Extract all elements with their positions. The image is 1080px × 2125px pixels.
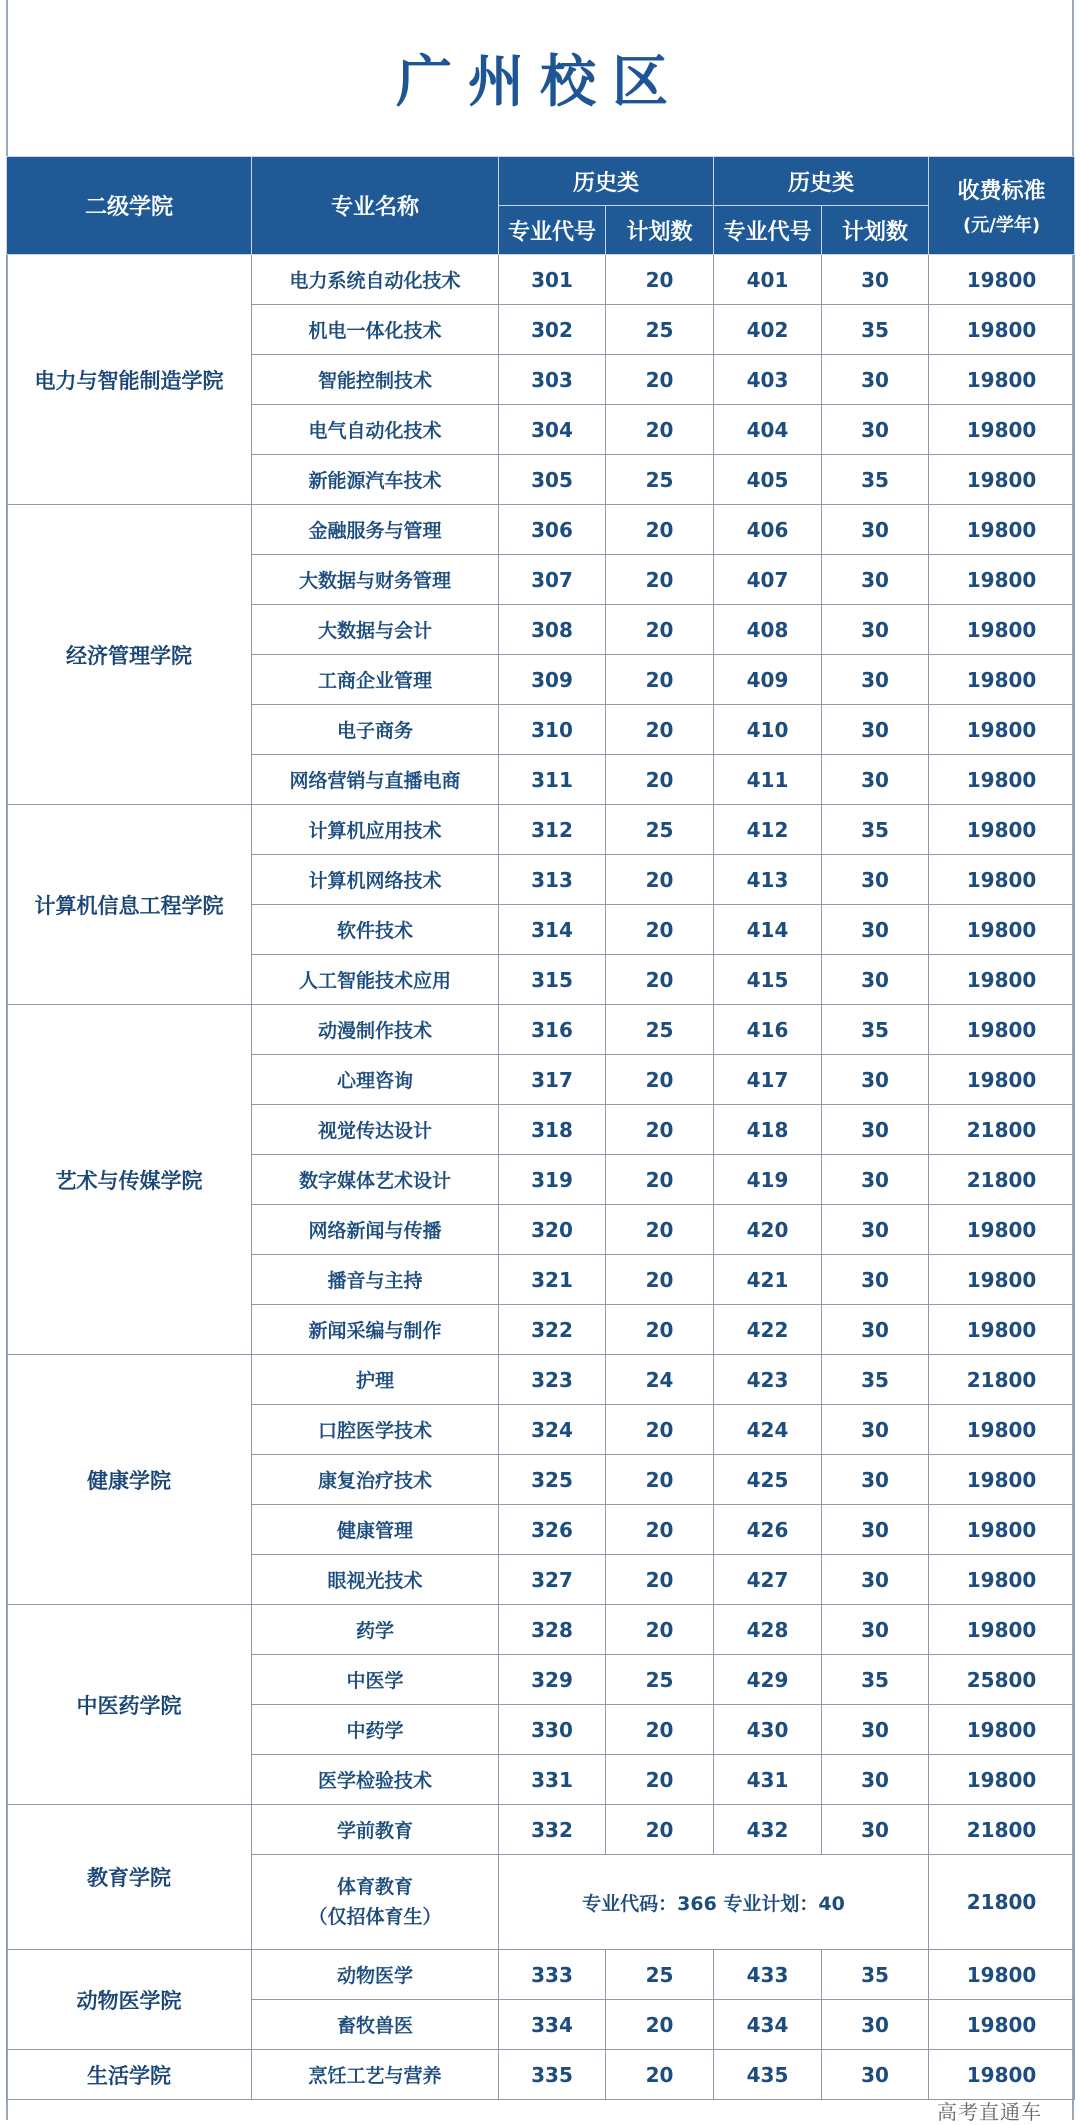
major-code-cell: 424 (714, 1405, 822, 1455)
plan-count-cell: 20 (606, 1605, 714, 1655)
major-code-cell: 310 (499, 705, 606, 755)
fee-cell: 19800 (929, 605, 1075, 655)
major-name-cell: 动漫制作技术 (252, 1005, 499, 1055)
fee-cell: 19800 (929, 1455, 1075, 1505)
table-row (7, 1355, 1075, 1405)
plan-count-cell: 35 (822, 805, 929, 855)
major-code-cell: 309 (499, 655, 606, 705)
fee-cell: 19800 (929, 905, 1075, 955)
major-name-cell: 畜牧兽医 (252, 2000, 499, 2050)
plan-count-cell: 30 (822, 1205, 929, 1255)
major-code-cell: 426 (714, 1505, 822, 1555)
major-name-cell: 新闻采编与制作 (252, 1305, 499, 1355)
major-name-cell: 眼视光技术 (252, 1555, 499, 1605)
plan-count-cell: 20 (606, 505, 714, 555)
major-code-cell: 412 (714, 805, 822, 855)
watermark: 高考直通车 (937, 2100, 1042, 2124)
major-code-cell: 416 (714, 1005, 822, 1055)
major-code-cell: 302 (499, 305, 606, 355)
major-name-cell: 动物医学 (252, 1950, 499, 2000)
major-code-cell: 322 (499, 1305, 606, 1355)
major-code-cell: 335 (499, 2050, 606, 2100)
college-name-cell: 经济管理学院 (7, 505, 252, 805)
header-plan-2: 计划数 (822, 206, 929, 255)
plan-count-cell: 20 (606, 355, 714, 405)
major-name-cell: 计算机应用技术 (252, 805, 499, 855)
fee-cell: 21800 (929, 1155, 1075, 1205)
major-code-cell: 413 (714, 855, 822, 905)
fee-cell: 19800 (929, 1255, 1075, 1305)
major-name-cell: 视觉传达设计 (252, 1105, 499, 1155)
plan-count-cell: 25 (606, 1655, 714, 1705)
fee-cell: 19800 (929, 355, 1075, 405)
college-name-cell: 中医药学院 (7, 1605, 252, 1805)
major-name-cell: 工商企业管理 (252, 655, 499, 705)
major-name-cell: 智能控制技术 (252, 355, 499, 405)
major-code-cell: 323 (499, 1355, 606, 1405)
merged-plan-cell: 专业代码：366 专业计划：40 (499, 1855, 929, 1950)
plan-count-cell: 30 (822, 1305, 929, 1355)
plan-count-cell: 20 (606, 755, 714, 805)
major-code-cell: 429 (714, 1655, 822, 1705)
major-code-cell: 430 (714, 1705, 822, 1755)
header-plan-1: 计划数 (606, 206, 714, 255)
major-code-cell: 334 (499, 2000, 606, 2050)
fee-cell: 19800 (929, 1205, 1075, 1255)
major-code-cell: 325 (499, 1455, 606, 1505)
major-name-cell: 网络新闻与传播 (252, 1205, 499, 1255)
plan-count-cell: 30 (822, 1255, 929, 1305)
major-code-cell: 311 (499, 755, 606, 805)
header-group-2: 历史类 (714, 157, 929, 206)
fee-cell: 19800 (929, 255, 1075, 305)
plan-count-cell: 30 (822, 1455, 929, 1505)
major-name-cell: 中药学 (252, 1705, 499, 1755)
plan-count-cell: 20 (606, 1405, 714, 1455)
fee-cell: 21800 (929, 1355, 1075, 1405)
plan-count-cell: 24 (606, 1355, 714, 1405)
table-row (7, 805, 1075, 855)
header-major: 专业名称 (252, 157, 499, 255)
plan-count-cell: 30 (822, 905, 929, 955)
fee-cell: 19800 (929, 405, 1075, 455)
major-code-cell: 328 (499, 1605, 606, 1655)
fee-cell: 19800 (929, 555, 1075, 605)
fee-cell: 19800 (929, 1950, 1075, 2000)
major-name-cell: 人工智能技术应用 (252, 955, 499, 1005)
plan-count-cell: 20 (606, 955, 714, 1005)
plan-count-cell: 20 (606, 655, 714, 705)
table-body (7, 255, 1075, 2100)
major-code-cell: 417 (714, 1055, 822, 1105)
plan-count-cell: 20 (606, 1755, 714, 1805)
fee-cell: 25800 (929, 1655, 1075, 1705)
fee-cell: 19800 (929, 955, 1075, 1005)
college-name-cell: 动物医学院 (7, 1950, 252, 2050)
header-code-2: 专业代号 (714, 206, 822, 255)
major-name-cell: 口腔医学技术 (252, 1405, 499, 1455)
fee-cell: 19800 (929, 455, 1075, 505)
fee-cell: 19800 (929, 855, 1075, 905)
college-name-cell: 电力与智能制造学院 (7, 255, 252, 505)
major-code-cell: 435 (714, 2050, 822, 2100)
plan-count-cell: 30 (822, 355, 929, 405)
major-code-cell: 414 (714, 905, 822, 955)
college-name-cell: 健康学院 (7, 1355, 252, 1605)
major-code-cell: 410 (714, 705, 822, 755)
major-code-cell: 434 (714, 2000, 822, 2050)
table-row (7, 1950, 1075, 2000)
fee-cell: 19800 (929, 1055, 1075, 1105)
major-name-cell: 药学 (252, 1605, 499, 1655)
major-code-cell: 307 (499, 555, 606, 605)
header-code-1: 专业代号 (499, 206, 606, 255)
major-name-cell: 护理 (252, 1355, 499, 1405)
major-name-cell: 电子商务 (252, 705, 499, 755)
fee-cell: 19800 (929, 1555, 1075, 1605)
fee-cell: 19800 (929, 2050, 1075, 2100)
table-row (7, 255, 1075, 305)
plan-count-cell: 30 (822, 1155, 929, 1205)
fee-cell: 19800 (929, 1605, 1075, 1655)
plan-count-cell: 35 (822, 1655, 929, 1705)
fee-cell: 19800 (929, 755, 1075, 805)
major-name-cell: 体育教育 （仅招体育生） (252, 1855, 499, 1950)
plan-count-cell: 25 (606, 305, 714, 355)
plan-count-cell: 35 (822, 1005, 929, 1055)
plan-count-cell: 20 (606, 2000, 714, 2050)
major-code-cell: 428 (714, 1605, 822, 1655)
table-row (7, 505, 1075, 555)
major-code-cell: 404 (714, 405, 822, 455)
major-code-cell: 423 (714, 1355, 822, 1405)
plan-count-cell: 20 (606, 1505, 714, 1555)
major-name-cell: 大数据与会计 (252, 605, 499, 655)
plan-count-cell: 35 (822, 305, 929, 355)
plan-count-cell: 20 (606, 405, 714, 455)
plan-count-cell: 20 (606, 705, 714, 755)
plan-count-cell: 30 (822, 1805, 929, 1855)
plan-count-cell: 25 (606, 1950, 714, 2000)
page-title: 广州校区 (396, 50, 684, 115)
header-college: 二级学院 (7, 157, 252, 255)
major-code-cell: 431 (714, 1755, 822, 1805)
plan-count-cell: 20 (606, 1055, 714, 1105)
plan-count-cell: 20 (606, 1205, 714, 1255)
major-name-cell: 电力系统自动化技术 (252, 255, 499, 305)
plan-count-cell: 20 (606, 1105, 714, 1155)
major-code-cell: 330 (499, 1705, 606, 1755)
plan-count-cell: 20 (606, 1255, 714, 1305)
plan-count-cell: 20 (606, 1155, 714, 1205)
plan-count-cell: 30 (822, 655, 929, 705)
college-name-cell: 教育学院 (7, 1805, 252, 1950)
plan-count-cell: 20 (606, 1705, 714, 1755)
major-code-cell: 408 (714, 605, 822, 655)
major-name-cell: 大数据与财务管理 (252, 555, 499, 605)
plan-count-cell: 25 (606, 805, 714, 855)
major-code-cell: 316 (499, 1005, 606, 1055)
major-code-cell: 306 (499, 505, 606, 555)
plan-count-cell: 30 (822, 1055, 929, 1105)
major-name-cell: 健康管理 (252, 1505, 499, 1555)
major-code-cell: 333 (499, 1950, 606, 2000)
major-code-cell: 332 (499, 1805, 606, 1855)
major-code-cell: 427 (714, 1555, 822, 1605)
plan-count-cell: 30 (822, 1555, 929, 1605)
header-fee-line2: (元/学年) (963, 215, 1041, 236)
major-code-cell: 403 (714, 355, 822, 405)
plan-count-cell: 20 (606, 905, 714, 955)
plan-count-cell: 30 (822, 1605, 929, 1655)
major-name-cell: 播音与主持 (252, 1255, 499, 1305)
plan-count-cell: 35 (822, 1950, 929, 2000)
plan-count-cell: 20 (606, 1305, 714, 1355)
major-code-cell: 401 (714, 255, 822, 305)
plan-count-cell: 25 (606, 455, 714, 505)
major-code-cell: 406 (714, 505, 822, 555)
plan-count-cell: 30 (822, 555, 929, 605)
plan-count-cell: 30 (822, 505, 929, 555)
major-name-cell: 医学检验技术 (252, 1755, 499, 1805)
fee-cell: 19800 (929, 2000, 1075, 2050)
major-name-cell: 网络营销与直播电商 (252, 755, 499, 805)
fee-cell: 21800 (929, 1805, 1075, 1855)
plan-count-cell: 30 (822, 705, 929, 755)
major-code-cell: 320 (499, 1205, 606, 1255)
plan-count-cell: 30 (822, 1705, 929, 1755)
fee-cell: 19800 (929, 805, 1075, 855)
plan-count-cell: 30 (822, 2000, 929, 2050)
major-code-cell: 313 (499, 855, 606, 905)
plan-count-cell: 30 (822, 255, 929, 305)
major-name-cell: 金融服务与管理 (252, 505, 499, 555)
plan-count-cell: 30 (822, 1505, 929, 1555)
plan-count-cell: 20 (606, 1805, 714, 1855)
major-code-cell: 421 (714, 1255, 822, 1305)
major-name-cell: 计算机网络技术 (252, 855, 499, 905)
plan-count-cell: 30 (822, 855, 929, 905)
major-name-cell: 学前教育 (252, 1805, 499, 1855)
plan-count-cell: 30 (822, 1105, 929, 1155)
table-row (7, 1805, 1075, 1855)
major-code-cell: 411 (714, 755, 822, 805)
major-code-cell: 422 (714, 1305, 822, 1355)
fee-cell: 19800 (929, 1405, 1075, 1455)
major-code-cell: 425 (714, 1455, 822, 1505)
fee-cell: 19800 (929, 655, 1075, 705)
plan-count-cell: 30 (822, 2050, 929, 2100)
fee-cell: 19800 (929, 1705, 1075, 1755)
major-name-cell: 中医学 (252, 1655, 499, 1705)
plan-count-cell: 25 (606, 1005, 714, 1055)
fee-cell: 19800 (929, 1005, 1075, 1055)
table-row (7, 1605, 1075, 1655)
header-group-1: 历史类 (499, 157, 714, 206)
major-code-cell: 326 (499, 1505, 606, 1555)
major-name-cell: 软件技术 (252, 905, 499, 955)
major-code-cell: 405 (714, 455, 822, 505)
fee-cell: 19800 (929, 1305, 1075, 1355)
major-name-cell: 康复治疗技术 (252, 1455, 499, 1505)
college-name-cell: 计算机信息工程学院 (7, 805, 252, 1005)
fee-cell: 21800 (929, 1855, 1075, 1950)
major-code-cell: 304 (499, 405, 606, 455)
major-code-cell: 409 (714, 655, 822, 705)
major-code-cell: 315 (499, 955, 606, 1005)
major-name-cell: 烹饪工艺与营养 (252, 2050, 499, 2100)
major-code-cell: 312 (499, 805, 606, 855)
plan-count-cell: 20 (606, 555, 714, 605)
major-code-cell: 420 (714, 1205, 822, 1255)
enrollment-plan-table (6, 156, 1075, 2100)
major-code-cell: 308 (499, 605, 606, 655)
college-name-cell: 生活学院 (7, 2050, 252, 2100)
major-code-cell: 321 (499, 1255, 606, 1305)
plan-count-cell: 30 (822, 405, 929, 455)
major-code-cell: 418 (714, 1105, 822, 1155)
major-code-cell: 327 (499, 1555, 606, 1605)
college-name-cell: 艺术与传媒学院 (7, 1005, 252, 1355)
major-code-cell: 301 (499, 255, 606, 305)
plan-count-cell: 20 (606, 605, 714, 655)
plan-count-cell: 30 (822, 955, 929, 1005)
fee-cell: 19800 (929, 1505, 1075, 1555)
plan-count-cell: 20 (606, 1455, 714, 1505)
fee-cell: 19800 (929, 705, 1075, 755)
major-code-cell: 314 (499, 905, 606, 955)
plan-count-cell: 30 (822, 1405, 929, 1455)
major-code-cell: 303 (499, 355, 606, 405)
major-name-cell: 电气自动化技术 (252, 405, 499, 455)
fee-cell: 21800 (929, 1105, 1075, 1155)
major-code-cell: 318 (499, 1105, 606, 1155)
header-fee-line1: 收费标准 (957, 179, 1046, 204)
table-row (7, 1005, 1075, 1055)
major-code-cell: 329 (499, 1655, 606, 1705)
major-name-cell: 新能源汽车技术 (252, 455, 499, 505)
major-name-cell: 机电一体化技术 (252, 305, 499, 355)
plan-count-cell: 20 (606, 855, 714, 905)
plan-count-cell: 35 (822, 455, 929, 505)
table-row (7, 2050, 1075, 2100)
major-code-cell: 331 (499, 1755, 606, 1805)
plan-count-cell: 35 (822, 1355, 929, 1405)
major-code-cell: 419 (714, 1155, 822, 1205)
major-code-cell: 407 (714, 555, 822, 605)
plan-count-cell: 20 (606, 1555, 714, 1605)
plan-count-cell: 20 (606, 2050, 714, 2100)
major-code-cell: 415 (714, 955, 822, 1005)
major-code-cell: 433 (714, 1950, 822, 2000)
plan-count-cell: 30 (822, 605, 929, 655)
major-code-cell: 319 (499, 1155, 606, 1205)
major-code-cell: 305 (499, 455, 606, 505)
plan-count-cell: 30 (822, 1755, 929, 1805)
major-name-cell: 数字媒体艺术设计 (252, 1155, 499, 1205)
fee-cell: 19800 (929, 505, 1075, 555)
plan-count-cell: 30 (822, 755, 929, 805)
major-code-cell: 317 (499, 1055, 606, 1105)
fee-cell: 19800 (929, 1755, 1075, 1805)
major-code-cell: 324 (499, 1405, 606, 1455)
plan-count-cell: 20 (606, 255, 714, 305)
major-code-cell: 402 (714, 305, 822, 355)
major-code-cell: 432 (714, 1805, 822, 1855)
header-fee (929, 157, 1075, 255)
major-name-cell: 心理咨询 (252, 1055, 499, 1105)
fee-cell: 19800 (929, 305, 1075, 355)
